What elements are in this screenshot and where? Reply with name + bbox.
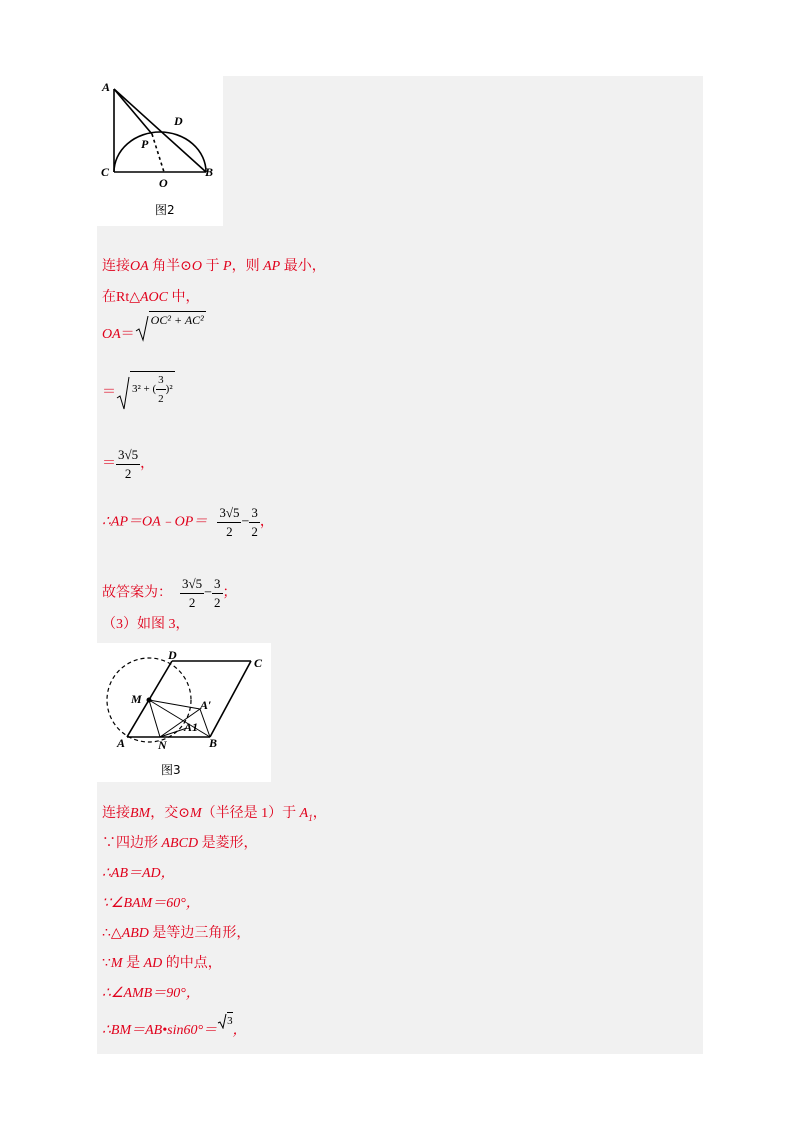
t: 3√5 bbox=[116, 447, 140, 465]
t: AD bbox=[143, 956, 163, 971]
radical-sign bbox=[217, 1013, 227, 1029]
fraction bbox=[156, 372, 166, 407]
fraction bbox=[217, 505, 241, 540]
t: OC² + AC² bbox=[150, 312, 204, 327]
t: 2 bbox=[124, 466, 132, 481]
text-ab-ad bbox=[102, 866, 175, 882]
text-equilateral bbox=[102, 926, 250, 942]
center-point-m bbox=[147, 698, 152, 703]
formula-sqrt-sub bbox=[102, 375, 175, 411]
t: 于 bbox=[202, 259, 224, 274]
t: 角半⊙ bbox=[148, 259, 192, 274]
t: OA bbox=[102, 326, 121, 342]
figure-3-caption: 图3 bbox=[161, 763, 181, 777]
t: 3√5 bbox=[180, 576, 204, 594]
t: ∴∠AMB＝90°， bbox=[102, 986, 200, 1001]
text-bm-value bbox=[102, 1015, 247, 1039]
t: OA bbox=[130, 259, 149, 274]
t: ABCD bbox=[161, 836, 199, 851]
fraction bbox=[249, 505, 260, 540]
formula-ap bbox=[102, 505, 274, 540]
text-rhombus bbox=[102, 836, 258, 852]
t: （半径是 1）于 bbox=[201, 806, 300, 821]
t: O bbox=[191, 259, 203, 274]
figure-2 bbox=[97, 76, 223, 226]
t: ，交⊙ bbox=[150, 806, 190, 821]
t: 2 bbox=[158, 393, 164, 405]
figure-2-caption: 图2 bbox=[155, 203, 175, 217]
figure-3 bbox=[97, 643, 271, 782]
label-A: A bbox=[117, 736, 126, 750]
sqrt-sub bbox=[116, 375, 175, 411]
sqrt-3 bbox=[217, 1012, 233, 1029]
formula-oa bbox=[102, 312, 206, 348]
label-A-prime: A′ bbox=[200, 698, 212, 712]
label-A1: A1 bbox=[184, 720, 199, 734]
t: P bbox=[223, 259, 232, 274]
t: 最小， bbox=[280, 259, 326, 274]
t: ∴BM＝AB•sin60°＝ bbox=[102, 1023, 218, 1038]
t: 是等边三角形， bbox=[148, 926, 251, 941]
t: BM bbox=[130, 806, 151, 821]
label-P: P bbox=[141, 137, 149, 151]
fraction bbox=[180, 576, 204, 611]
label-M: M bbox=[131, 692, 142, 706]
t: ，则 bbox=[231, 259, 264, 274]
t: 故答案为： bbox=[102, 585, 172, 601]
t: 2 bbox=[214, 595, 221, 610]
text-line-in-triangle bbox=[102, 290, 200, 306]
label-D: D bbox=[174, 114, 183, 128]
answer-line bbox=[102, 576, 237, 611]
t: 3² + ( bbox=[132, 383, 157, 396]
t: 3 bbox=[156, 372, 166, 390]
t: ∴△ bbox=[102, 926, 122, 941]
t: ＝ bbox=[102, 456, 116, 472]
t: 2 bbox=[188, 595, 196, 610]
t: 的中点， bbox=[162, 956, 222, 971]
figure-3-diagram bbox=[97, 643, 271, 782]
text-midpoint bbox=[102, 956, 222, 972]
t: ∴AB＝AD， bbox=[102, 866, 175, 881]
t: M bbox=[189, 806, 202, 821]
t: AP bbox=[263, 259, 281, 274]
t: （3）如图 3， bbox=[102, 617, 190, 632]
t: 是 bbox=[122, 956, 144, 971]
t: − bbox=[204, 585, 213, 601]
t: A bbox=[299, 806, 309, 821]
figure-2-diagram bbox=[97, 76, 223, 226]
t: 2 bbox=[251, 524, 258, 539]
t: ∵四边形 bbox=[102, 836, 162, 851]
label-B: B bbox=[205, 165, 214, 179]
label-C: C bbox=[101, 165, 110, 179]
t: ∵∠BAM＝60°， bbox=[102, 896, 200, 911]
radical-sign bbox=[116, 376, 130, 410]
part-3-heading bbox=[102, 617, 190, 633]
t: 3 bbox=[249, 505, 260, 523]
t: AOC bbox=[140, 290, 168, 305]
text-angle-bam bbox=[102, 896, 200, 912]
t: )² bbox=[165, 383, 173, 396]
t: 连接 bbox=[102, 259, 130, 274]
t: 2 bbox=[226, 524, 233, 539]
label-B: B bbox=[209, 736, 218, 750]
fraction bbox=[212, 576, 223, 611]
t: ， bbox=[232, 1023, 247, 1038]
t: M bbox=[110, 956, 123, 971]
t: ； bbox=[222, 585, 237, 601]
t: 3 bbox=[227, 1012, 233, 1029]
label-C: C bbox=[254, 656, 263, 670]
label-D: D bbox=[168, 648, 177, 662]
t: ABD bbox=[121, 926, 149, 941]
t: 3 bbox=[212, 576, 223, 594]
label-A: A bbox=[102, 80, 111, 94]
label-O: O bbox=[159, 176, 168, 190]
sqrt-sub-content bbox=[130, 371, 175, 407]
t: ， bbox=[312, 806, 327, 821]
sqrt-oc-ac bbox=[135, 312, 206, 348]
t: ∵ bbox=[102, 956, 111, 971]
text-line-connect-oa bbox=[102, 259, 326, 275]
formula-result bbox=[102, 447, 154, 482]
t: ∴AP＝OA﹣OP＝ bbox=[102, 514, 208, 530]
t: ＝ bbox=[120, 326, 135, 342]
text-angle-amb bbox=[102, 986, 200, 1002]
t: 1 bbox=[308, 812, 313, 823]
radical-sign bbox=[135, 316, 149, 342]
t: ， bbox=[259, 514, 274, 530]
t: 中， bbox=[168, 290, 200, 305]
t: 在Rt△ bbox=[102, 290, 140, 305]
t: 是菱形， bbox=[198, 836, 258, 851]
t: ， bbox=[140, 456, 155, 472]
t: 连接 bbox=[102, 806, 130, 821]
t: ＝ bbox=[102, 384, 116, 400]
text-connect-bm bbox=[102, 806, 327, 826]
t: 3√5 bbox=[217, 505, 241, 523]
t: − bbox=[241, 514, 250, 530]
label-N: N bbox=[158, 738, 167, 752]
fraction bbox=[116, 447, 140, 482]
